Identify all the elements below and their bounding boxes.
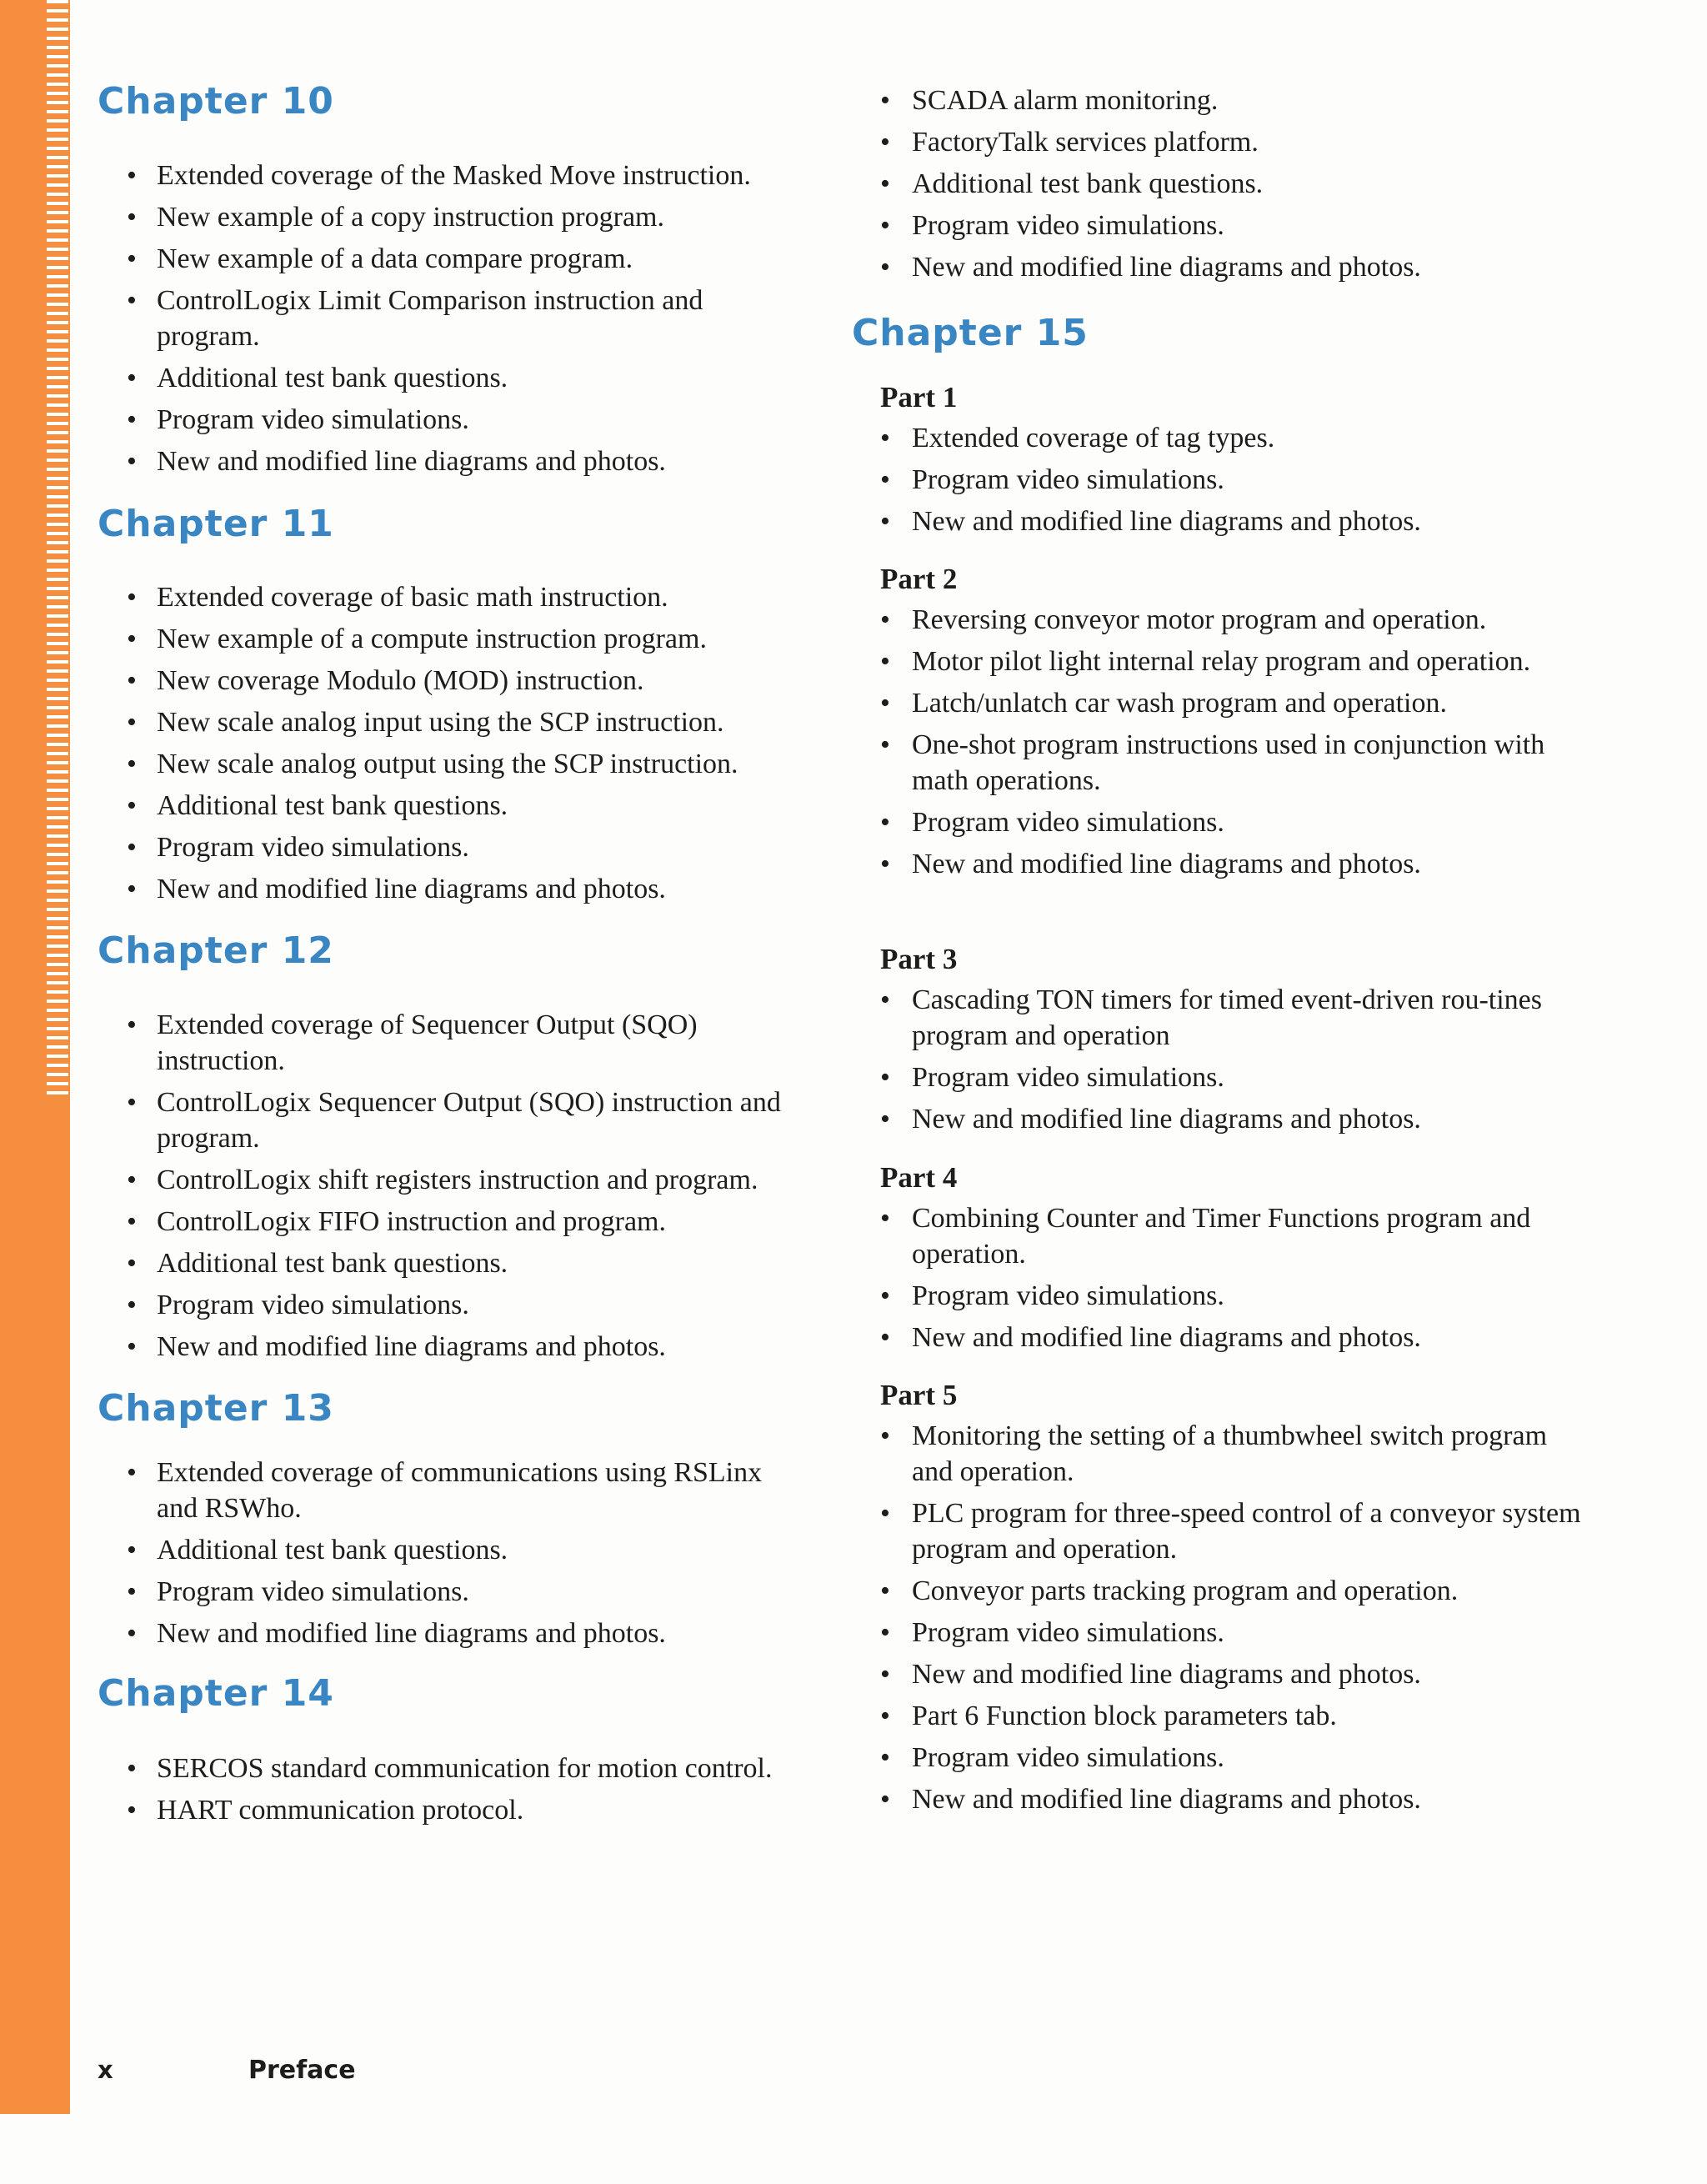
list-item: • ControlLogix Limit Comparison instruction and program.: [98, 283, 798, 354]
list-item: • Additional test bank questions.: [852, 166, 1585, 202]
list-item: • Extended coverage of communications using RSLinx and RSWho.: [98, 1455, 798, 1526]
list-item: • Program video simulations.: [852, 1740, 1585, 1776]
part-1-list: [852, 420, 1585, 545]
list-item: • ControlLogix Sequencer Output (SQO) instruction and program.: [98, 1084, 798, 1156]
list-item: • Monitoring the setting of a thumbwheel switch program and operation.: [852, 1418, 1585, 1490]
list-item: • Program video simulations.: [852, 1278, 1585, 1314]
list-item: • Additional test bank questions.: [98, 1245, 798, 1281]
list-item: • SERCOS standard communication for motion control.: [98, 1751, 798, 1786]
page-number: x: [98, 2056, 113, 2084]
chapter-11-list: [98, 579, 798, 913]
chapter-14-continued-list: [852, 83, 1585, 291]
list-item: • New and modified line diagrams and photos.: [852, 1320, 1585, 1355]
side-tick-marks: [47, 0, 68, 1099]
list-item: • Combining Counter and Timer Functions program and operation.: [852, 1200, 1585, 1272]
part-3-heading: Part 3: [880, 943, 958, 975]
list-item: • New and modified line diagrams and photos.: [852, 503, 1585, 539]
chapter-15-heading: Chapter 15: [852, 312, 1089, 354]
list-item: • One-shot program instructions used in conjunction with math operations.: [852, 727, 1585, 799]
list-item: • New example of a compute instruction program.: [98, 621, 798, 657]
part-5-heading: Part 5: [880, 1379, 958, 1411]
chapter-14-list: [98, 1751, 798, 1834]
list-item: • Program video simulations.: [98, 402, 798, 438]
list-item: • Additional test bank questions.: [98, 788, 798, 824]
list-item: • Motor pilot light internal relay program and operation.: [852, 644, 1585, 679]
list-item: • Additional test bank questions.: [98, 1532, 798, 1568]
part-2-list: [852, 602, 1585, 888]
list-item: • New coverage Modulo (MOD) instruction.: [98, 663, 798, 699]
chapter-10-list: [98, 158, 798, 485]
part-5-list: [852, 1418, 1585, 1823]
side-accent-bar: [0, 0, 70, 2114]
list-item: • New and modified line diagrams and photos.: [98, 1615, 798, 1651]
part-4-heading: Part 4: [880, 1161, 958, 1194]
list-item: • New and modified line diagrams and photos.: [98, 1329, 798, 1365]
list-item: • Latch/unlatch car wash program and operation.: [852, 685, 1585, 721]
list-item: • Additional test bank questions.: [98, 360, 798, 396]
list-item: • New and modified line diagrams and photos.: [852, 1656, 1585, 1692]
part-1-heading: Part 1: [880, 381, 958, 413]
list-item: • Program video simulations.: [852, 1615, 1585, 1651]
list-item: • Reversing conveyor motor program and operation.: [852, 602, 1585, 638]
list-item: • PLC program for three-speed control of a conveyor system program and operation.: [852, 1495, 1585, 1567]
chapter-12-heading: Chapter 12: [98, 929, 334, 972]
list-item: • New example of a copy instruction program.: [98, 199, 798, 235]
list-item: • New scale analog input using the SCP instruction.: [98, 704, 798, 740]
list-item: • New and modified line diagrams and photos.: [852, 1101, 1585, 1137]
list-item: • Cascading TON timers for timed event-driven rou-tines program and operation: [852, 982, 1585, 1054]
chapter-10-heading: Chapter 10: [98, 80, 334, 123]
part-4-list: [852, 1200, 1585, 1361]
part-2-heading: Part 2: [880, 563, 958, 595]
list-item: • New and modified line diagrams and photos.: [852, 846, 1585, 882]
chapter-13-heading: Chapter 13: [98, 1387, 334, 1430]
list-item: • Program video simulations.: [98, 829, 798, 865]
list-item: • Program video simulations.: [98, 1574, 798, 1610]
list-item: • New and modified line diagrams and photos.: [852, 1781, 1585, 1817]
list-item: • FactoryTalk services platform.: [852, 124, 1585, 160]
list-item: • Program video simulations.: [852, 462, 1585, 498]
list-item: • HART communication protocol.: [98, 1792, 798, 1828]
list-item: • New and modified line diagrams and photos.: [98, 871, 798, 907]
chapter-11-heading: Chapter 11: [98, 503, 334, 545]
list-item: • Extended coverage of tag types.: [852, 420, 1585, 456]
list-item: • New example of a data compare program.: [98, 241, 798, 277]
list-item: • Program video simulations.: [852, 804, 1585, 840]
list-item: • Program video simulations.: [852, 1059, 1585, 1095]
list-item: • Extended coverage of basic math instruction.: [98, 579, 798, 615]
list-item: • New and modified line diagrams and photos.: [852, 249, 1585, 285]
list-item: • Extended coverage of the Masked Move instruction.: [98, 158, 798, 193]
running-footer-section: Preface: [248, 2056, 356, 2085]
list-item: • New and modified line diagrams and photos.: [98, 443, 798, 479]
list-item: • Program video simulations.: [852, 208, 1585, 243]
chapter-13-list: [98, 1455, 798, 1657]
chapter-14-heading: Chapter 14: [98, 1672, 334, 1715]
list-item: • Program video simulations.: [98, 1287, 798, 1323]
list-item: • Part 6 Function block parameters tab.: [852, 1698, 1585, 1734]
part-3-list: [852, 982, 1585, 1143]
list-item: • ControlLogix FIFO instruction and program.: [98, 1204, 798, 1240]
list-item: • New scale analog output using the SCP instruction.: [98, 746, 798, 782]
list-item: • Extended coverage of Sequencer Output (SQO) instruction.: [98, 1007, 798, 1079]
list-item: • SCADA alarm monitoring.: [852, 83, 1585, 118]
list-item: • ControlLogix shift registers instruction and program.: [98, 1162, 798, 1198]
chapter-12-list: [98, 1007, 798, 1370]
list-item: • Conveyor parts tracking program and operation.: [852, 1573, 1585, 1609]
